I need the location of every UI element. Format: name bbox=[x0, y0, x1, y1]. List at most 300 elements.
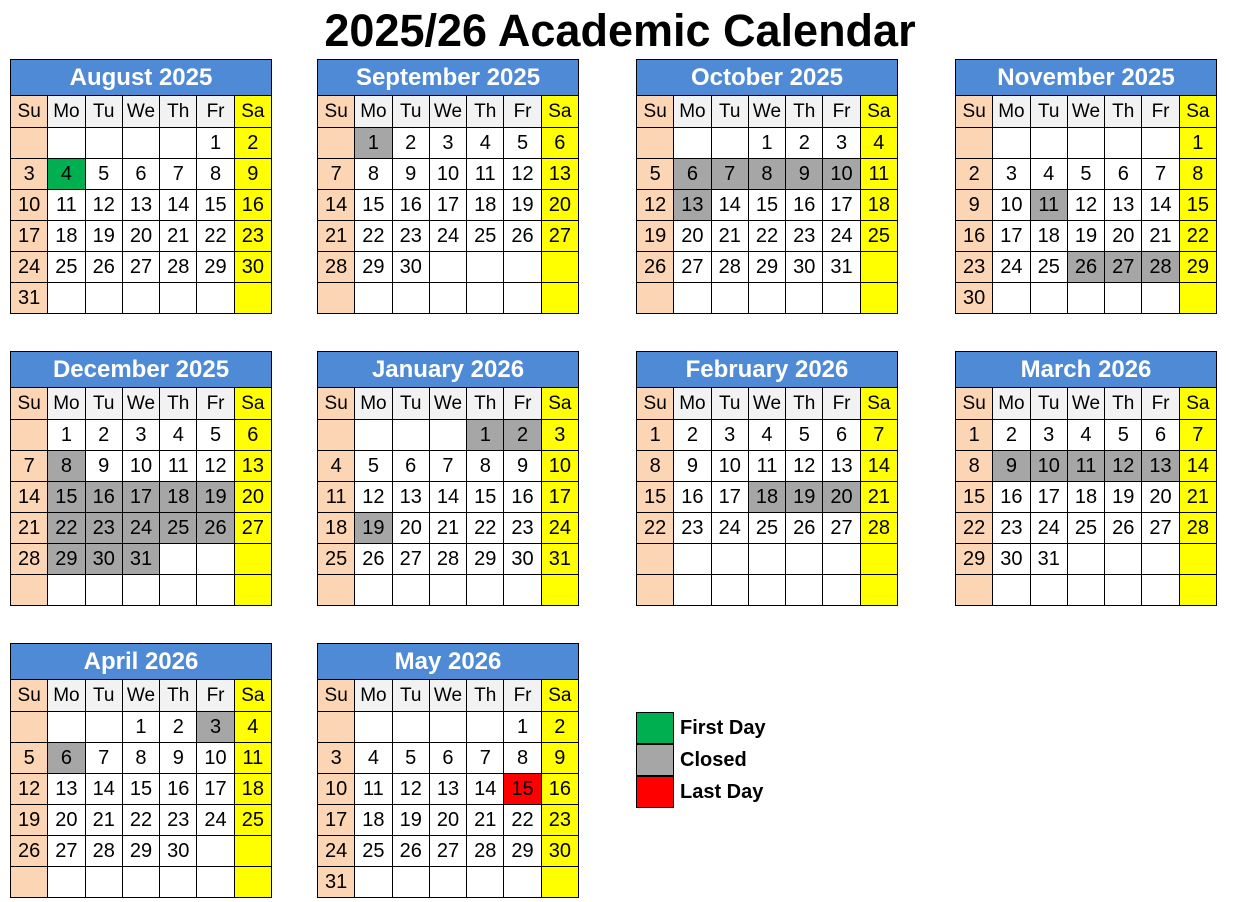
weekday-label: We bbox=[748, 388, 785, 420]
day-cell: 23 bbox=[956, 252, 993, 283]
legend-swatch bbox=[636, 744, 674, 776]
empty-cell bbox=[122, 128, 159, 159]
week-row bbox=[11, 451, 272, 482]
day-cell: 13 bbox=[122, 190, 159, 221]
day-cell: 18 bbox=[318, 513, 355, 544]
month-table bbox=[955, 387, 1217, 606]
day-cell: 8 bbox=[956, 451, 993, 482]
day-cell: 6 bbox=[392, 451, 429, 482]
week-row bbox=[11, 221, 272, 252]
day-cell: 13 bbox=[234, 451, 271, 482]
day-cell: 12 bbox=[1105, 451, 1142, 482]
day-cell: 10 bbox=[993, 190, 1030, 221]
weekday-label: Su bbox=[637, 388, 674, 420]
empty-cell bbox=[748, 283, 785, 314]
weekday-label: Fr bbox=[823, 96, 860, 128]
day-cell: 24 bbox=[11, 252, 48, 283]
empty-cell bbox=[392, 283, 429, 314]
empty-cell bbox=[429, 712, 466, 743]
day-cell: 22 bbox=[637, 513, 674, 544]
empty-cell bbox=[11, 867, 48, 898]
empty-cell bbox=[993, 575, 1030, 606]
day-cell: 1 bbox=[197, 128, 234, 159]
day-cell: 14 bbox=[11, 482, 48, 513]
day-cell: 3 bbox=[197, 712, 234, 743]
weekday-label: Mo bbox=[355, 680, 392, 712]
day-cell: 8 bbox=[748, 159, 785, 190]
day-cell: 29 bbox=[355, 252, 392, 283]
empty-cell bbox=[823, 575, 860, 606]
empty-cell bbox=[467, 283, 504, 314]
empty-cell bbox=[48, 867, 85, 898]
weekday-header-row bbox=[318, 680, 579, 712]
week-row bbox=[637, 451, 898, 482]
weekday-header-row bbox=[637, 388, 898, 420]
day-cell: 21 bbox=[11, 513, 48, 544]
day-cell: 7 bbox=[85, 743, 122, 774]
day-cell: 30 bbox=[786, 252, 823, 283]
day-cell: 27 bbox=[541, 221, 578, 252]
day-cell: 25 bbox=[860, 221, 897, 252]
page-title: 2025/26 Academic Calendar bbox=[324, 5, 916, 56]
weekday-label: Sa bbox=[234, 680, 271, 712]
day-cell: 14 bbox=[160, 190, 197, 221]
month-march-2026 bbox=[955, 351, 1217, 606]
day-cell: 23 bbox=[504, 513, 541, 544]
empty-cell bbox=[392, 712, 429, 743]
day-cell: 6 bbox=[1105, 159, 1142, 190]
empty-cell bbox=[467, 575, 504, 606]
empty-cell bbox=[748, 575, 785, 606]
day-cell: 24 bbox=[541, 513, 578, 544]
month-table bbox=[10, 679, 272, 898]
day-cell: 2 bbox=[392, 128, 429, 159]
day-cell: 14 bbox=[1142, 190, 1179, 221]
day-cell: 15 bbox=[122, 774, 159, 805]
empty-cell bbox=[1067, 283, 1104, 314]
day-cell: 28 bbox=[1179, 513, 1216, 544]
day-cell: 24 bbox=[318, 836, 355, 867]
month-january-2026 bbox=[317, 351, 579, 606]
week-row bbox=[11, 420, 272, 451]
day-cell: 22 bbox=[748, 221, 785, 252]
weekday-label: We bbox=[429, 388, 466, 420]
day-cell: 27 bbox=[1142, 513, 1179, 544]
weekday-label: Su bbox=[11, 388, 48, 420]
day-cell: 26 bbox=[1067, 252, 1104, 283]
empty-cell bbox=[429, 283, 466, 314]
empty-cell bbox=[541, 283, 578, 314]
day-cell: 19 bbox=[11, 805, 48, 836]
month-title: September 2025 bbox=[317, 59, 579, 95]
day-cell: 5 bbox=[1105, 420, 1142, 451]
day-cell: 3 bbox=[1030, 420, 1067, 451]
day-cell: 26 bbox=[355, 544, 392, 575]
month-table bbox=[955, 95, 1217, 314]
empty-cell bbox=[197, 544, 234, 575]
day-cell: 27 bbox=[234, 513, 271, 544]
day-cell: 26 bbox=[786, 513, 823, 544]
empty-cell bbox=[674, 544, 711, 575]
day-cell: 28 bbox=[11, 544, 48, 575]
day-cell: 22 bbox=[956, 513, 993, 544]
empty-cell bbox=[1142, 283, 1179, 314]
weekday-label: Th bbox=[467, 388, 504, 420]
day-cell: 3 bbox=[122, 420, 159, 451]
week-row bbox=[637, 544, 898, 575]
day-cell: 31 bbox=[541, 544, 578, 575]
empty-cell bbox=[823, 283, 860, 314]
week-row bbox=[956, 159, 1217, 190]
week-row bbox=[318, 190, 579, 221]
weekday-label: Tu bbox=[711, 96, 748, 128]
empty-cell bbox=[1105, 575, 1142, 606]
day-cell: 8 bbox=[504, 743, 541, 774]
empty-cell bbox=[48, 283, 85, 314]
empty-cell bbox=[234, 867, 271, 898]
day-cell: 2 bbox=[504, 420, 541, 451]
weekday-label: Fr bbox=[504, 96, 541, 128]
day-cell: 14 bbox=[711, 190, 748, 221]
empty-cell bbox=[160, 575, 197, 606]
day-cell: 18 bbox=[48, 221, 85, 252]
day-cell: 28 bbox=[711, 252, 748, 283]
day-cell: 19 bbox=[197, 482, 234, 513]
day-cell: 17 bbox=[1030, 482, 1067, 513]
day-cell: 30 bbox=[85, 544, 122, 575]
day-cell: 8 bbox=[637, 451, 674, 482]
day-cell: 24 bbox=[122, 513, 159, 544]
day-cell: 27 bbox=[429, 836, 466, 867]
day-cell: 12 bbox=[786, 451, 823, 482]
legend-label: First Day bbox=[680, 716, 766, 739]
empty-cell bbox=[48, 575, 85, 606]
empty-cell bbox=[355, 712, 392, 743]
month-title: March 2026 bbox=[955, 351, 1217, 387]
day-cell: 29 bbox=[48, 544, 85, 575]
day-cell: 5 bbox=[1067, 159, 1104, 190]
empty-cell bbox=[541, 252, 578, 283]
day-cell: 3 bbox=[711, 420, 748, 451]
day-cell: 17 bbox=[11, 221, 48, 252]
day-cell: 3 bbox=[993, 159, 1030, 190]
weekday-label: We bbox=[122, 96, 159, 128]
day-cell: 30 bbox=[234, 252, 271, 283]
day-cell: 3 bbox=[541, 420, 578, 451]
empty-cell bbox=[956, 128, 993, 159]
day-cell: 8 bbox=[355, 159, 392, 190]
day-cell: 7 bbox=[11, 451, 48, 482]
day-cell: 31 bbox=[823, 252, 860, 283]
day-cell: 20 bbox=[48, 805, 85, 836]
day-cell: 4 bbox=[467, 128, 504, 159]
day-cell: 22 bbox=[355, 221, 392, 252]
day-cell: 14 bbox=[85, 774, 122, 805]
week-row bbox=[637, 221, 898, 252]
empty-cell bbox=[160, 283, 197, 314]
day-cell: 6 bbox=[541, 128, 578, 159]
weekday-label: Tu bbox=[711, 388, 748, 420]
weekday-header-row bbox=[956, 388, 1217, 420]
day-cell: 21 bbox=[467, 805, 504, 836]
empty-cell bbox=[674, 575, 711, 606]
day-cell: 1 bbox=[48, 420, 85, 451]
month-table bbox=[317, 95, 579, 314]
empty-cell bbox=[197, 283, 234, 314]
day-cell: 22 bbox=[1179, 221, 1216, 252]
empty-cell bbox=[122, 283, 159, 314]
legend-label: Closed bbox=[680, 748, 747, 771]
day-cell: 1 bbox=[122, 712, 159, 743]
day-cell: 19 bbox=[355, 513, 392, 544]
day-cell: 8 bbox=[1179, 159, 1216, 190]
empty-cell bbox=[993, 128, 1030, 159]
month-title: May 2026 bbox=[317, 643, 579, 679]
day-cell: 12 bbox=[637, 190, 674, 221]
weekday-label: We bbox=[122, 680, 159, 712]
day-cell: 19 bbox=[786, 482, 823, 513]
day-cell: 12 bbox=[392, 774, 429, 805]
weekday-label: Sa bbox=[234, 96, 271, 128]
day-cell: 15 bbox=[355, 190, 392, 221]
day-cell: 31 bbox=[1030, 544, 1067, 575]
weekday-label: We bbox=[429, 680, 466, 712]
weekday-label: Tu bbox=[85, 96, 122, 128]
week-row bbox=[11, 712, 272, 743]
week-row bbox=[318, 805, 579, 836]
day-cell: 4 bbox=[160, 420, 197, 451]
day-cell: 21 bbox=[860, 482, 897, 513]
empty-cell bbox=[234, 283, 271, 314]
day-cell: 15 bbox=[748, 190, 785, 221]
week-row bbox=[318, 252, 579, 283]
weekday-header-row bbox=[318, 388, 579, 420]
day-cell-first-day: 4 bbox=[48, 159, 85, 190]
day-cell-last-day: 15 bbox=[504, 774, 541, 805]
day-cell: 20 bbox=[234, 482, 271, 513]
day-cell: 9 bbox=[993, 451, 1030, 482]
day-cell: 12 bbox=[1067, 190, 1104, 221]
day-cell: 1 bbox=[748, 128, 785, 159]
week-row bbox=[11, 482, 272, 513]
empty-cell bbox=[860, 544, 897, 575]
week-row bbox=[637, 513, 898, 544]
weekday-label: Mo bbox=[48, 96, 85, 128]
empty-cell bbox=[429, 867, 466, 898]
week-row bbox=[956, 420, 1217, 451]
week-row bbox=[637, 252, 898, 283]
legend-item bbox=[636, 776, 766, 808]
day-cell: 29 bbox=[748, 252, 785, 283]
day-cell: 5 bbox=[786, 420, 823, 451]
weekday-label: Fr bbox=[504, 680, 541, 712]
day-cell: 3 bbox=[11, 159, 48, 190]
day-cell: 30 bbox=[956, 283, 993, 314]
month-table bbox=[10, 95, 272, 314]
week-row bbox=[637, 159, 898, 190]
day-cell: 10 bbox=[1030, 451, 1067, 482]
month-september-2025 bbox=[317, 59, 579, 314]
day-cell: 13 bbox=[674, 190, 711, 221]
day-cell: 4 bbox=[1030, 159, 1067, 190]
empty-cell bbox=[197, 867, 234, 898]
day-cell: 25 bbox=[48, 252, 85, 283]
week-row bbox=[318, 544, 579, 575]
empty-cell bbox=[674, 128, 711, 159]
day-cell: 23 bbox=[234, 221, 271, 252]
day-cell: 17 bbox=[197, 774, 234, 805]
day-cell: 16 bbox=[786, 190, 823, 221]
day-cell: 8 bbox=[467, 451, 504, 482]
weekday-header-row bbox=[11, 388, 272, 420]
empty-cell bbox=[160, 128, 197, 159]
day-cell: 19 bbox=[85, 221, 122, 252]
day-cell: 20 bbox=[823, 482, 860, 513]
empty-cell bbox=[318, 420, 355, 451]
day-cell: 23 bbox=[541, 805, 578, 836]
day-cell: 30 bbox=[993, 544, 1030, 575]
day-cell: 25 bbox=[748, 513, 785, 544]
weekday-label: Mo bbox=[993, 388, 1030, 420]
day-cell: 1 bbox=[1179, 128, 1216, 159]
day-cell: 25 bbox=[1030, 252, 1067, 283]
day-cell: 16 bbox=[541, 774, 578, 805]
week-row bbox=[318, 867, 579, 898]
day-cell: 11 bbox=[748, 451, 785, 482]
month-table bbox=[636, 387, 898, 606]
weekday-label: Sa bbox=[541, 388, 578, 420]
day-cell: 20 bbox=[1142, 482, 1179, 513]
weekday-label: We bbox=[748, 96, 785, 128]
day-cell: 26 bbox=[197, 513, 234, 544]
day-cell: 27 bbox=[823, 513, 860, 544]
day-cell: 7 bbox=[318, 159, 355, 190]
day-cell: 23 bbox=[85, 513, 122, 544]
weekday-label: Th bbox=[1105, 96, 1142, 128]
empty-cell bbox=[1142, 128, 1179, 159]
day-cell: 18 bbox=[355, 805, 392, 836]
empty-cell bbox=[504, 252, 541, 283]
week-row bbox=[11, 544, 272, 575]
day-cell: 17 bbox=[122, 482, 159, 513]
day-cell: 24 bbox=[823, 221, 860, 252]
weekday-label: Sa bbox=[541, 680, 578, 712]
empty-cell bbox=[1030, 283, 1067, 314]
day-cell: 11 bbox=[467, 159, 504, 190]
empty-cell bbox=[823, 544, 860, 575]
empty-cell bbox=[392, 575, 429, 606]
day-cell: 10 bbox=[711, 451, 748, 482]
day-cell: 2 bbox=[234, 128, 271, 159]
empty-cell bbox=[1142, 544, 1179, 575]
day-cell: 20 bbox=[1105, 221, 1142, 252]
legend-item bbox=[636, 744, 766, 776]
day-cell: 8 bbox=[122, 743, 159, 774]
weekday-label: We bbox=[1067, 96, 1104, 128]
day-cell: 19 bbox=[392, 805, 429, 836]
empty-cell bbox=[122, 867, 159, 898]
day-cell: 18 bbox=[467, 190, 504, 221]
day-cell: 15 bbox=[1179, 190, 1216, 221]
week-row bbox=[11, 774, 272, 805]
day-cell: 11 bbox=[318, 482, 355, 513]
weekday-label: Th bbox=[160, 680, 197, 712]
week-row bbox=[318, 575, 579, 606]
day-cell: 16 bbox=[234, 190, 271, 221]
empty-cell bbox=[85, 712, 122, 743]
day-cell: 19 bbox=[637, 221, 674, 252]
week-row bbox=[956, 513, 1217, 544]
month-february-2026 bbox=[636, 351, 898, 606]
day-cell: 11 bbox=[160, 451, 197, 482]
empty-cell bbox=[637, 283, 674, 314]
day-cell: 21 bbox=[429, 513, 466, 544]
weekday-label: Su bbox=[637, 96, 674, 128]
legend-label: Last Day bbox=[680, 780, 764, 803]
day-cell: 13 bbox=[823, 451, 860, 482]
day-cell: 4 bbox=[318, 451, 355, 482]
day-cell: 3 bbox=[318, 743, 355, 774]
day-cell: 29 bbox=[122, 836, 159, 867]
week-row bbox=[637, 283, 898, 314]
empty-cell bbox=[355, 283, 392, 314]
weekday-label: Th bbox=[786, 388, 823, 420]
day-cell: 22 bbox=[467, 513, 504, 544]
empty-cell bbox=[85, 575, 122, 606]
empty-cell bbox=[234, 575, 271, 606]
week-row bbox=[956, 252, 1217, 283]
week-row bbox=[956, 575, 1217, 606]
weekday-label: Mo bbox=[355, 96, 392, 128]
day-cell: 2 bbox=[85, 420, 122, 451]
day-cell: 24 bbox=[711, 513, 748, 544]
day-cell: 6 bbox=[234, 420, 271, 451]
week-row bbox=[318, 712, 579, 743]
day-cell: 21 bbox=[318, 221, 355, 252]
day-cell: 7 bbox=[711, 159, 748, 190]
day-cell: 6 bbox=[1142, 420, 1179, 451]
day-cell: 5 bbox=[355, 451, 392, 482]
day-cell: 13 bbox=[1142, 451, 1179, 482]
day-cell: 25 bbox=[467, 221, 504, 252]
day-cell: 12 bbox=[85, 190, 122, 221]
day-cell: 9 bbox=[786, 159, 823, 190]
day-cell: 20 bbox=[674, 221, 711, 252]
empty-cell bbox=[637, 128, 674, 159]
empty-cell bbox=[318, 712, 355, 743]
weekday-label: Fr bbox=[197, 96, 234, 128]
week-row bbox=[318, 128, 579, 159]
weekday-label: We bbox=[122, 388, 159, 420]
day-cell: 30 bbox=[392, 252, 429, 283]
week-row bbox=[318, 774, 579, 805]
empty-cell bbox=[392, 420, 429, 451]
empty-cell bbox=[860, 575, 897, 606]
day-cell: 26 bbox=[1105, 513, 1142, 544]
day-cell: 12 bbox=[11, 774, 48, 805]
empty-cell bbox=[318, 575, 355, 606]
day-cell: 9 bbox=[234, 159, 271, 190]
month-title: February 2026 bbox=[636, 351, 898, 387]
empty-cell bbox=[786, 575, 823, 606]
day-cell: 13 bbox=[429, 774, 466, 805]
empty-cell bbox=[786, 544, 823, 575]
day-cell: 1 bbox=[355, 128, 392, 159]
day-cell: 6 bbox=[823, 420, 860, 451]
week-row bbox=[11, 252, 272, 283]
weekday-label: Sa bbox=[234, 388, 271, 420]
empty-cell bbox=[1179, 544, 1216, 575]
